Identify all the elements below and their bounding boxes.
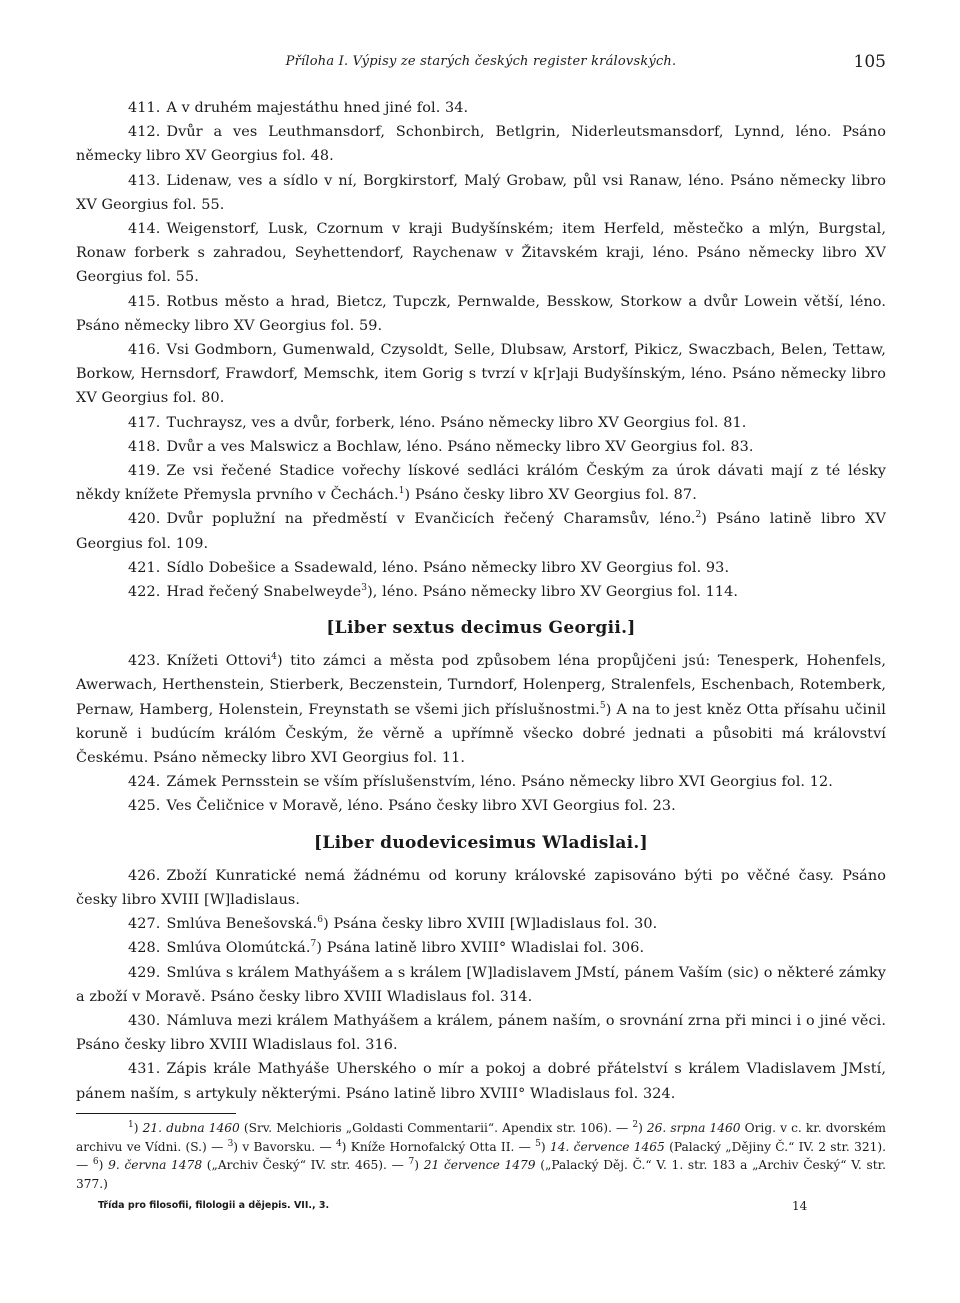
entry-text-cont: Psáno česky libro XV Georgius fol. 87. [410, 487, 697, 504]
footnote-date: 14. července 1465 [549, 1139, 665, 1154]
entry-text-cont: Psána latině libro XVIII° Wladislai fol. 306. [322, 940, 645, 957]
footnote-date: 21 července 1479 [423, 1158, 536, 1173]
entry-number: 418. [128, 438, 161, 455]
footnote-ref-paren: ) [323, 916, 329, 933]
entry-text: Zboží Kunratické nemá žádnému od koruny královské zapisováno býti po věčné časy. Psáno česky libro XVIII [W]ladislaus. [76, 867, 886, 908]
register-entry [76, 411, 886, 435]
section-heading-liber-sextus-decimus: [Liber sextus decimus Georgii.] [326, 618, 636, 639]
entry-number: 425. [128, 798, 161, 815]
footnote-body: (Srv. Melchioris „Goldasti Commentarii“. Apendix str. 106). — [239, 1120, 633, 1135]
entry-text: Tuchraysz, ves a dvůr, forberk, léno. Psáno německy libro XV Georgius fol. 81. [166, 414, 747, 431]
entry-text: Sídlo Dobešice a Ssadewald, léno. Psáno německy libro XV Georgius fol. 93. [166, 559, 730, 576]
entries-group-c [76, 864, 886, 1106]
entry-text-cont: A na to jest kněz Otta přísahu učinil koruně i budúcím králóm Českým, že věrně a upřímně všecko dobré jednati a působiti má království Českému. Psáno německy libro XVI Georgius fol. 11. [76, 701, 886, 767]
footnote-marker: 1 [128, 1119, 134, 1130]
document-page [76, 52, 886, 1216]
footnote-ref-paren: ) [404, 487, 411, 504]
footnote-body: v Bavorsku. — [238, 1139, 336, 1154]
entry-number: 422. [128, 584, 161, 601]
footnote-rule [76, 1113, 236, 1114]
footnote-body: („Palacký Děj. Č.“ V. 1. str. 183 a „Archiv Český“ V. str. 377.) [76, 1158, 887, 1192]
entry-text-cont: Psáno latině libro XV Georgius fol. 109. [76, 511, 886, 552]
entry-number: 430. [128, 1012, 161, 1029]
entry-number: 413. [128, 172, 161, 189]
footnote-ref: 7 [310, 939, 317, 950]
entry-number: 415. [128, 293, 161, 310]
footnote-date: 21. dubna 1460 [142, 1120, 240, 1135]
footnote-marker: 4 [335, 1138, 342, 1149]
footnote-marker-paren: ) [540, 1139, 550, 1154]
entry-number: 428. [128, 940, 161, 957]
footnote-text [76, 1119, 886, 1194]
entry-number: 416. [128, 342, 161, 359]
entry-text: Weigenstorf, Lusk, Czornum v kraji Budyšínském; item Herfeld, městečko a mlýn, Burgstal, Ronaw forberk s zahradou, Seyhettendorf, Raychenaw v Žitavském kraji, léno. Psáno německy libro XV Georgius fol. 55. [76, 221, 886, 286]
entry-text: Dvůr poplužní na předměstí v Evančicích řečený Charamsův, léno. [166, 511, 696, 528]
register-entry [76, 96, 886, 120]
entry-text: Dvůr a ves Leuthmansdorf, Schonbirch, Betlgrin, Niderleutsmansdorf, Lynnd, léno. Psáno německy libro XV Georgius fol. 48. [76, 124, 886, 165]
register-entry [76, 649, 886, 770]
entry-text: Smlúva Olomútcká. [166, 940, 311, 957]
entry-text: Hrad řečený Snabelweyde [166, 584, 362, 601]
register-entry [76, 217, 886, 290]
footnote-marker: 2 [632, 1119, 639, 1130]
entry-text-cont: , léno. Psáno německy libro XV Georgius fol. 114. [372, 584, 739, 601]
register-entry [76, 435, 886, 459]
entry-number: 412. [128, 124, 161, 141]
running-head [76, 52, 886, 80]
body-text [76, 96, 886, 1106]
entry-number: 423. [128, 653, 161, 670]
entry-number: 426. [128, 867, 161, 884]
footnote-body: Orig. v c. kr. dvorském archivu ve Vídni. (S.) — [76, 1120, 886, 1154]
register-entry [76, 580, 886, 604]
footnote-date: 9. června 1478 [108, 1158, 203, 1173]
register-entry [76, 1009, 886, 1057]
entry-text: Zámek Pernsstein se vším příslušenstvím, léno. Psáno německy libro XVI Georgius fol. 12. [166, 774, 833, 791]
footnote-ref-paren: ) [605, 701, 612, 718]
footnote-ref-paren: ) [276, 653, 283, 670]
page-number: 105 [853, 52, 886, 72]
running-title: Příloha I. Výpisy ze starých českých register královských. [285, 54, 677, 69]
footnote-ref: 3 [361, 583, 368, 594]
entries-group-a [76, 96, 886, 604]
footnote-marker-paren: ) [638, 1120, 647, 1135]
register-entry [76, 794, 886, 818]
entry-number: 429. [128, 964, 161, 981]
entry-number: 420. [128, 511, 161, 528]
entry-text: Ves Čeličnice v Moravě, léno. Psáno česky libro XVI Georgius fol. 23. [166, 798, 676, 815]
footnote-ref-paren: ) [701, 511, 708, 528]
footnote-marker-paren: ) [133, 1120, 143, 1135]
section-heading-liber-duodevicesimus: [Liber duodevicesimus Wladislai.] [314, 832, 648, 853]
footnote-ref: 1 [398, 486, 405, 497]
footnote-marker: 7 [408, 1157, 415, 1168]
entry-number: 417. [128, 414, 161, 431]
entry-text: Lidenaw, ves a sídlo v ní, Borgkirstorf, Malý Grobaw, půl vsi Ranaw, léno. Psáno německy libro XV Georgius fol. 55. [76, 172, 886, 213]
entry-number: 424. [128, 774, 161, 791]
register-entry [76, 770, 886, 794]
register-entry [76, 290, 886, 338]
footnote-ref-paren: ) [367, 584, 373, 601]
footnote-ref: 4 [271, 652, 277, 663]
sheet-number: 14 [792, 1198, 808, 1213]
register-entry [76, 864, 886, 912]
entry-text: A v druhém majestáthu hned jiné fol. 34. [166, 100, 469, 116]
register-entry [76, 961, 886, 1009]
footnote-marker-paren: ) [414, 1158, 424, 1173]
register-entry [76, 912, 886, 936]
entries-group-b [76, 649, 886, 818]
register-entry [76, 169, 886, 217]
entry-text: Ze vsi řečené Stadice vořechy lískové sedláci králóm Českým za úrok dávati mají z té lésky někdy knížete Přemysla prvního v Čechách. [76, 463, 886, 504]
register-entry [76, 338, 886, 411]
footnote-body: („Archiv Český“ IV. str. 465). — [202, 1158, 409, 1173]
entry-text: Smlúva s králem Mathyášem a s králem [W]ladislavem JMstí, pánem Vaším (sic) o některé zámky a zboží v Moravě. Psáno česky libro XVIII Wladislaus fol. 314. [76, 964, 886, 1005]
footnote-marker-paren: ) [341, 1139, 347, 1154]
entry-text: Smlúva Benešovská. [166, 916, 318, 933]
register-entry [76, 507, 886, 555]
register-entry [76, 936, 886, 960]
page-footer [76, 1200, 886, 1216]
footnote-ref: 2 [695, 510, 702, 521]
footnote-marker: 3 [227, 1138, 234, 1149]
footnote-marker-paren: ) [233, 1139, 239, 1154]
entry-text: Dvůr a ves Malswicz a Bochlaw, léno. Psáno německy libro XV Georgius fol. 83. [166, 438, 754, 455]
register-entry [76, 1057, 886, 1105]
entry-text: Vsi Godmborn, Gumenwald, Czysoldt, Selle, Dlubsaw, Arstorf, Pikicz, Swaczbach, Belen, Tettaw, Borkow, Hernsdorf, Frawdorf, Memschk, item Gorig s tvrzí v k[r]aji Budyšínským, léno. Psáno německy libro XV Georgius fol. 80. [76, 342, 886, 407]
entry-text: Knížeti Ottovi [166, 653, 272, 670]
entry-number: 421. [128, 559, 161, 576]
footnote-ref-paren: ) [316, 940, 323, 957]
entry-number: 411. [128, 100, 161, 116]
footnote-body: (Palacký „Dějiny Č.“ IV. 2 str. 321). — [76, 1139, 886, 1173]
entry-text-cont: tito zámci a města pod způsobem léna propůjčeni jsú: Tenesperk, Hohenfels, Awerwach, Herthenstein, Stierberk, Beczenstein, Turndorf, Holenperg, Stralenfels, Eschenbach, Rotemberk, Pernaw, Hamberg, Holenstein, Freynstath se všemi jich příslušnostmi. [76, 653, 886, 718]
entry-text: Rotbus město a hrad, Bietcz, Tupczk, Pernwalde, Besskow, Storkow a dvůr Lowein větší, léno. Psáno německy libro XV Georgius fol. 59. [76, 293, 886, 334]
footnote-body: Kníže Hornofalcký Otta II. — [346, 1139, 536, 1154]
signature-note: Třída pro filosofii, filologii a dějepis. VII., 3. [98, 1199, 330, 1211]
footnote-marker-paren: ) [98, 1158, 109, 1173]
register-entry [76, 556, 886, 580]
footnote-date: 26. srpna 1460 [646, 1120, 741, 1135]
footnote-ref: 5 [599, 700, 606, 711]
entry-text-cont: Psána česky libro XVIII [W]ladislaus fol. 30. [328, 916, 658, 933]
entry-number: 427. [128, 916, 161, 933]
register-entry [76, 120, 886, 168]
footnote-ref: 6 [317, 915, 324, 926]
entry-text: Námluva mezi králem Mathyášem a králem, pánem naším, o srovnání zrna při minci i o jiné věci. Psáno česky libro XVIII Wladislaus fol. 316. [76, 1012, 886, 1054]
entry-number: 431. [128, 1061, 161, 1078]
register-entry [76, 459, 886, 507]
entry-number: 419. [128, 463, 161, 480]
footnotes [76, 1113, 886, 1194]
footnote-marker: 6 [92, 1157, 99, 1168]
entry-number: 414. [128, 221, 161, 238]
footnote-marker: 5 [535, 1138, 541, 1149]
entry-text: Zápis krále Mathyáše Uherského o mír a pokoj a dobré přátelství s králem Vladislavem JMstí, pánem naším, s artykuly některými. Psáno latině libro XVIII° Wladislaus fol. 324. [76, 1061, 886, 1102]
